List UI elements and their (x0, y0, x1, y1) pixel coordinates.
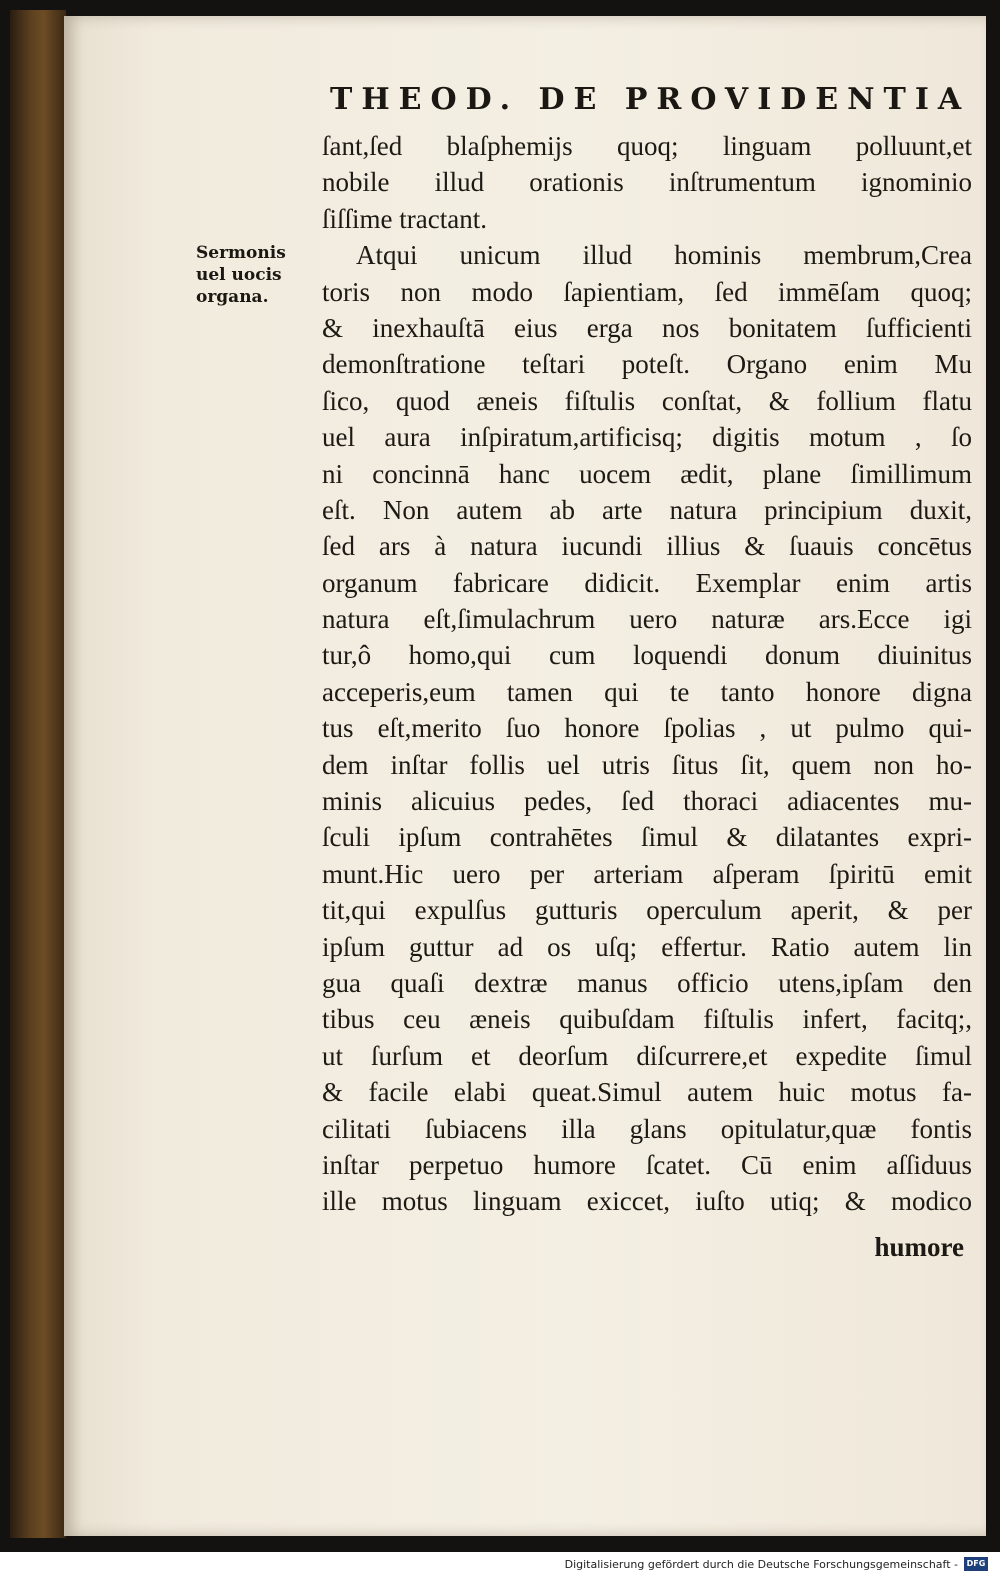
text-line: ſiſſime tractant. (322, 203, 487, 234)
text-line: tibus ceu æneis quibuſdam fiſtulis infert, facitq;, (322, 1004, 972, 1035)
text-line: ni concinnā hanc uocem ædit, plane ſimillimum (322, 458, 972, 489)
text-line: ille motus linguam exiccet, iuſto utiq; & modico (322, 1186, 972, 1217)
margin-note (196, 242, 306, 308)
funding-credit: Digitalisierung gefördert durch die Deutsche Forschungsgemeinschaft - (564, 1558, 958, 1571)
text-line: inſtar perpetuo humore ſcatet. Cū enim aſſiduus (322, 1149, 972, 1180)
margin-note-line: uel uocis (196, 265, 282, 285)
catchword: humore (874, 1232, 964, 1262)
text-line: ſculi ipſum contrahētes ſimul & dilatantes expri- (322, 822, 972, 853)
text-line: nobile illud orationis inſtrumentum ignominio (322, 167, 972, 198)
book-spine (10, 10, 66, 1538)
text-line: toris non modo ſapientiam, ſed immēſam quoq; (322, 276, 972, 307)
text-line: uel aura inſpiratum,artificisq; digitis motum , ſo (322, 422, 972, 453)
text-line: ſant,ſed blaſphemijs quoq; linguam polluunt,et (322, 131, 972, 161)
text-line: ut ſurſum et deorſum diſcurrere,et expedite ſimul (322, 1040, 972, 1071)
text-line: gua quaſi dextræ manus officio utens,ipſam den (322, 967, 972, 998)
text-line: ipſum guttur ad os uſq; effertur. Ratio autem lin (322, 931, 972, 962)
text-line: & inexhauſtā eius erga nos bonitatem ſufficienti (322, 312, 972, 343)
footer-bar (0, 1552, 1000, 1584)
text-line: cilitati ſubiacens illa glans opitulatur,quæ fontis (322, 1113, 972, 1144)
text-line: acceperis,eum tamen qui te tanto honore digna (322, 676, 972, 707)
text-line: tit,qui expulſus gutturis operculum aperit, & per (322, 895, 972, 926)
text-line: demonſtratione teſtari poteſt. Organo enim Mu (322, 349, 972, 380)
text-line: & facile elabi queat.Simul autem huic motus fa- (322, 1077, 972, 1108)
text-line: organum fabricare didicit. Exemplar enim artis (322, 567, 972, 598)
margin-note-line: organa. (196, 287, 269, 307)
text-line: natura eſt,ſimulachrum uero naturæ ars.Ecce igi (322, 604, 972, 635)
text-line: ſico, quod æneis fiſtulis conſtat, & follium flatu (322, 385, 972, 416)
text-line: Atqui unicum illud hominis membrum,Crea (356, 240, 972, 271)
text-line: munt.Hic uero per arteriam aſperam ſpiritū emit (322, 858, 972, 889)
text-line: tus eſt,merito ſuo honore ſpolias , ut pulmo qui- (322, 713, 972, 744)
body-text (322, 128, 972, 1220)
margin-note-line: Sermonis (196, 243, 286, 263)
text-line: minis alicuius pedes, ſed thoraci adiacentes mu- (322, 786, 972, 817)
text-line: ſed ars à natura iucundi illius & ſuauis concētus (322, 531, 972, 562)
running-header: THEOD. DE PROVIDENTIA (330, 82, 971, 117)
text-line: dem inſtar follis uel utris ſitus ſit, quem non ho- (322, 749, 972, 780)
text-line: eſt. Non autem ab arte natura principium duxit, (322, 494, 972, 525)
text-line: tur,ô homo,qui cum loquendi donum diuinitus (322, 640, 972, 671)
dfg-logo-icon: DFG (964, 1557, 988, 1571)
